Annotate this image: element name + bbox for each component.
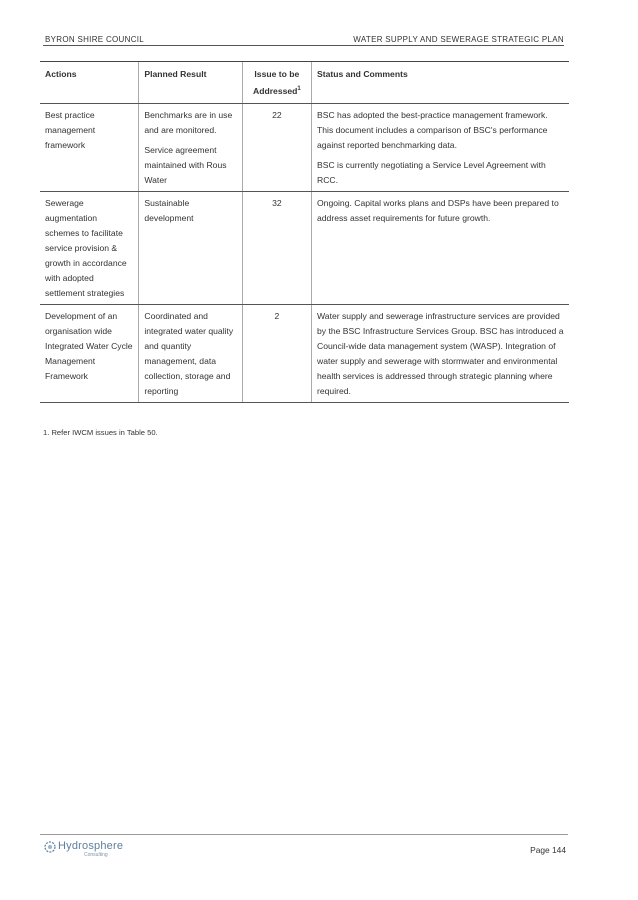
header-document-title: WATER SUPPLY AND SEWERAGE STRATEGIC PLAN <box>353 35 564 44</box>
table-row <box>40 191 569 304</box>
result-text: Service agreement maintained with Rous Water <box>144 144 227 185</box>
cell-status <box>312 191 570 304</box>
cell-action: Best practice management framework <box>40 103 139 191</box>
footer-rule <box>40 834 568 835</box>
cell-status <box>312 304 570 402</box>
comment-text: BSC has adopted the best-practice management framework. This document includes a comparison of BSC's performance against reported benchmarking data. <box>317 109 548 150</box>
footnote-marker: 1 <box>297 86 301 92</box>
globe-icon <box>44 841 56 853</box>
column-header-issue <box>242 62 311 104</box>
cell-issue: 32 <box>242 191 311 304</box>
table-row <box>40 304 569 402</box>
column-header-status: Status and Comments <box>312 62 570 104</box>
cell-status <box>312 103 570 191</box>
actions-table <box>40 61 569 403</box>
cell-issue: 22 <box>242 103 311 191</box>
result-text: Benchmarks are in use and are monitored. <box>144 109 233 135</box>
column-header-planned-result: Planned Result <box>139 62 242 104</box>
table-header-row <box>40 62 569 104</box>
cell-issue: 2 <box>242 304 311 402</box>
cell-action: Development of an organisation wide Integrated Water Cycle Management Framework <box>40 304 139 402</box>
result-text: Coordinated and integrated water quality and quantity management, data collection, storage and reporting <box>144 310 234 396</box>
page-number: Page 144 <box>530 845 566 855</box>
logo-subtitle: Consulting <box>84 852 108 858</box>
table-row <box>40 103 569 191</box>
cell-planned-result <box>139 103 242 191</box>
table-footnote: 1. Refer IWCM issues in Table 50. <box>43 428 158 437</box>
cell-planned-result <box>139 304 242 402</box>
cell-action: Sewerage augmentation schemes to facilitate service provision & growth in accordance with adopted settlement strategies <box>40 191 139 304</box>
hydrosphere-logo <box>44 840 144 860</box>
column-header-actions: Actions <box>40 62 139 104</box>
comment-text: Water supply and sewerage infrastructure services are provided by the BSC Infrastructure Services Group. BSC has introduced a Council-wide data management system (WASP). Integration of water supply and sewerage with stormwater and environmental health services is addressed through strategic planning where required. <box>317 310 564 396</box>
header-organisation: BYRON SHIRE COUNCIL <box>45 35 145 44</box>
comment-text: BSC is currently negotiating a Service Level Agreement with RCC. <box>317 159 546 185</box>
comment-text: Ongoing. Capital works plans and DSPs have been prepared to address asset requirements for future growth. <box>317 197 559 223</box>
result-text: Sustainable development <box>144 197 194 223</box>
cell-planned-result <box>139 191 242 304</box>
header-rule <box>43 45 564 46</box>
logo-name: Hydrosphere <box>58 840 124 852</box>
column-header-issue-text: Issue to be Addressed <box>252 69 300 96</box>
